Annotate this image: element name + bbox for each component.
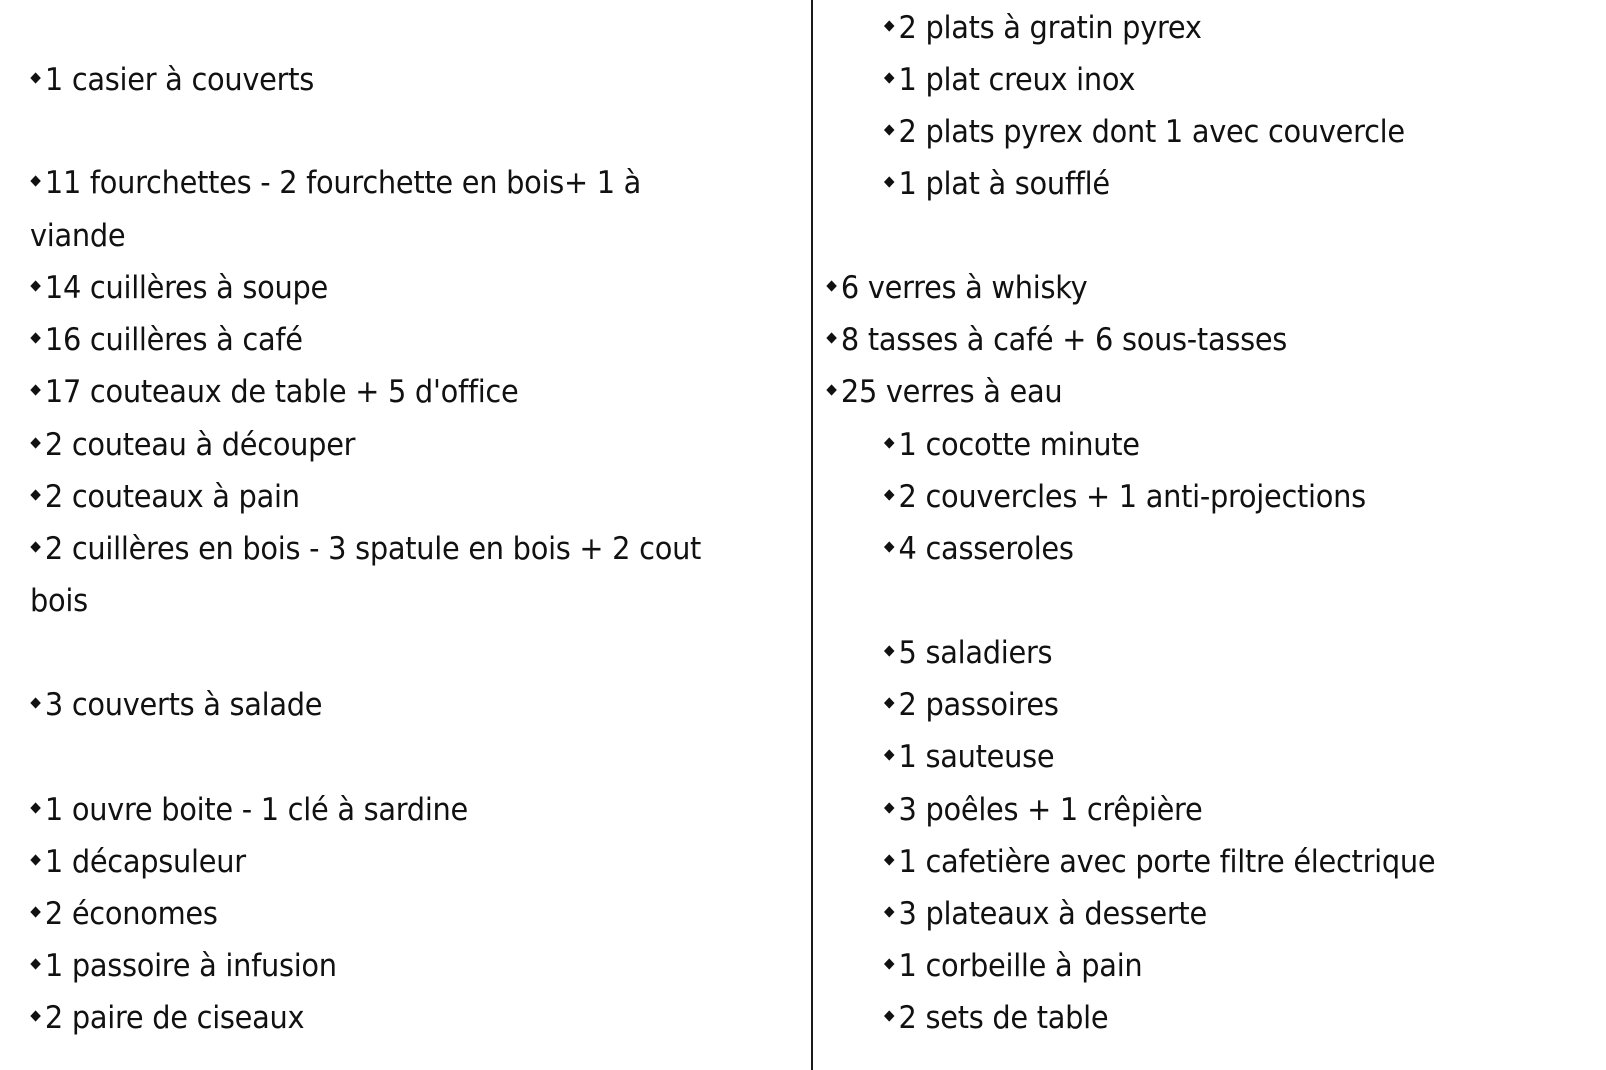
list-item-text: 1 casier à couverts [44,62,314,98]
list-item-text: 17 couteaux de table + 5 d'office [44,374,519,410]
list-item-text: 25 verres à eau [840,374,1063,410]
diamond-bullet-icon [884,541,895,552]
list-item-text: 5 saladiers [898,635,1053,671]
diamond-bullet-icon [884,749,895,760]
list-item-text: 14 cuillères à soupe [44,270,328,306]
list-item-text: 2 passoires [898,687,1059,723]
list-item-text: 1 passoire à infusion [44,948,337,984]
list-item [30,946,337,986]
list-item [826,946,1142,986]
diamond-bullet-icon [30,906,41,917]
diamond-bullet-icon [884,489,895,500]
list-item-text: 2 couteaux à pain [44,479,300,515]
list-item [30,529,701,569]
list-item-text: 2 plats à gratin pyrex [898,10,1202,46]
diamond-bullet-icon [30,72,41,83]
list-item-text: 1 cocotte minute [898,427,1140,463]
diamond-bullet-icon [884,854,895,865]
diamond-bullet-icon [884,1010,895,1021]
diamond-bullet-icon [826,332,837,343]
list-item [826,8,1202,48]
diamond-bullet-icon [30,489,41,500]
diamond-bullet-icon [30,697,41,708]
list-item [30,477,300,517]
diamond-bullet-icon [826,280,837,291]
list-item-text: 6 verres à whisky [840,270,1088,306]
list-item-text: 1 plat creux inox [898,62,1136,98]
list-item [30,60,314,100]
list-item-continuation [30,216,125,256]
list-item-text: 8 tasses à café + 6 sous-tasses [840,322,1288,358]
list-item [30,425,355,465]
list-item-text: 1 corbeille à pain [898,948,1143,984]
list-item [826,790,1202,830]
list-item-continuation [30,581,88,621]
list-item-text: 1 ouvre boite - 1 clé à sardine [44,792,469,828]
diamond-bullet-icon [884,20,895,31]
list-item-text: 1 sauteuse [898,739,1055,775]
list-item [826,633,1052,673]
diamond-bullet-icon [30,437,41,448]
list-item [30,998,304,1038]
diamond-bullet-icon [884,802,895,813]
list-item [826,60,1135,100]
list-item-text: 3 poêles + 1 crêpière [898,792,1203,828]
list-item [30,268,328,308]
column-divider [811,0,813,1070]
list-item-text: bois [30,583,88,619]
diamond-bullet-icon [826,384,837,395]
list-item [826,164,1110,204]
list-item-text: 2 couteau à découper [44,427,356,463]
list-item [30,790,468,830]
list-item-text: 3 plateaux à desserte [898,896,1207,932]
list-item-text: 11 fourchettes - 2 fourchette en bois+ 1 à [44,165,642,201]
list-item [826,372,1062,412]
diamond-bullet-icon [884,906,895,917]
list-item [30,163,641,203]
diamond-bullet-icon [884,72,895,83]
list-item [826,268,1087,308]
list-item [30,685,322,725]
list-item [826,894,1207,934]
list-item-text: 1 plat à soufflé [898,166,1110,202]
diamond-bullet-icon [30,1010,41,1021]
diamond-bullet-icon [884,437,895,448]
list-item-text: 2 cuillères en bois - 3 spatule en bois + 2 cout [44,531,702,567]
diamond-bullet-icon [30,280,41,291]
list-item-text: 3 couverts à salade [44,687,323,723]
list-item-text: 2 couvercles + 1 anti-projections [898,479,1366,515]
diamond-bullet-icon [30,384,41,395]
diamond-bullet-icon [30,854,41,865]
list-item [30,372,518,412]
diamond-bullet-icon [30,541,41,552]
diamond-bullet-icon [884,176,895,187]
list-item-text: viande [30,218,126,254]
list-item [30,842,246,882]
diamond-bullet-icon [884,958,895,969]
diamond-bullet-icon [30,802,41,813]
list-item [826,685,1059,725]
list-item [826,112,1405,152]
list-item [826,425,1140,465]
diamond-bullet-icon [30,958,41,969]
list-item [30,894,218,934]
list-item [826,477,1366,517]
list-item-text: 2 économes [44,896,218,932]
list-item-text: 2 sets de table [898,1000,1109,1036]
list-item-text: 4 casseroles [898,531,1074,567]
list-item-text: 1 cafetière avec porte filtre électrique [898,844,1436,880]
list-item [30,320,303,360]
list-item-text: 2 paire de ciseaux [44,1000,305,1036]
diamond-bullet-icon [30,332,41,343]
list-item [826,320,1287,360]
list-item-text: 1 décapsuleur [44,844,246,880]
diamond-bullet-icon [884,645,895,656]
list-item [826,529,1074,569]
list-item-text: 16 cuillères à café [44,322,303,358]
diamond-bullet-icon [884,697,895,708]
diamond-bullet-icon [884,124,895,135]
list-item [826,998,1108,1038]
diamond-bullet-icon [30,175,41,186]
list-item [826,842,1435,882]
list-item [826,737,1054,777]
list-item-text: 2 plats pyrex dont 1 avec couvercle [898,114,1405,150]
